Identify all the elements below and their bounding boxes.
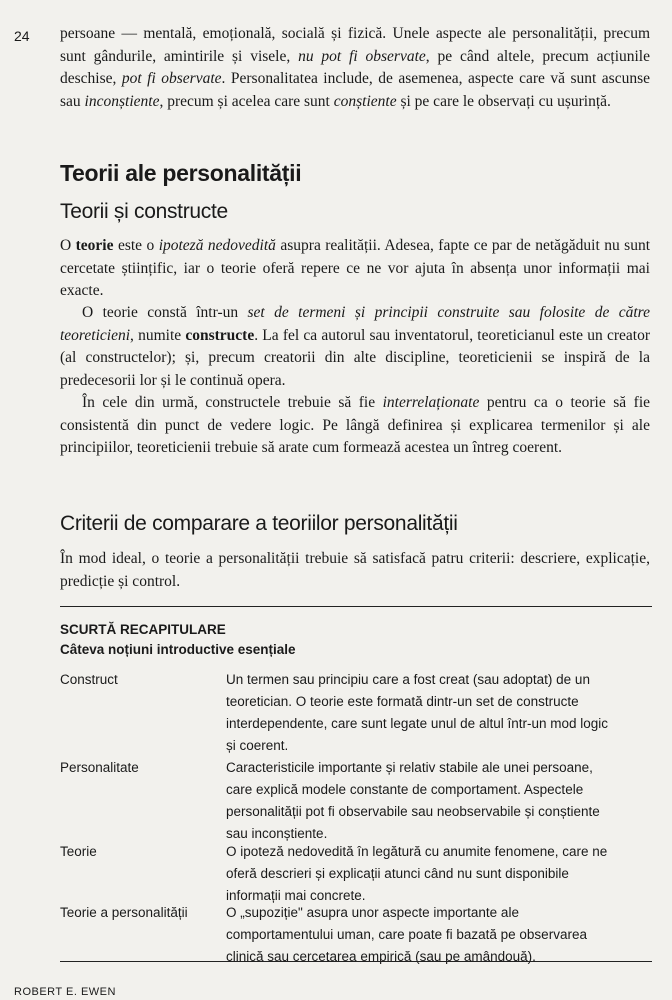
subsection-title-theories: Teorii și constructe [60, 200, 228, 223]
summary-subtitle: Câteva noțiuni introductive esențiale [60, 642, 296, 657]
summary-definition: O ipoteză nedovedită în legătură cu anumite fenomene, care ne oferă descrieri și explicații atunci când nu sunt disponibile informații mai concrete. [226, 844, 608, 903]
summary-definition: O „supoziție" asupra unor aspecte importante ale comportamentului uman, care poate fi bazată pe observarea clinică sau cercetarea empirică (sau pe amândouă). [226, 905, 587, 964]
summary-term: Teorie a personalității [60, 905, 188, 920]
summary-definition: Un termen sau principiu care a fost creat (sau adoptat) de un teoretician. O teorie este formată dintr-un set de constructe interdependente, care sunt legate unul de altul într-un mod logic și coerent. [226, 672, 609, 753]
subsection-title-criteria: Criterii de comparare a teoriilor personalității [60, 512, 458, 535]
summary-definition: Caracteristicile importante și relativ stabile ale unei persoane, care explică modele constante de comportament. Aspectele personalității pot fi observabile sau neobservabile și conștiente sau inconștiente. [226, 760, 600, 841]
footer-author: ROBERT E. EWEN [14, 986, 116, 998]
summary-top-rule [60, 606, 652, 607]
section-title: Teorii ale personalității [60, 160, 302, 186]
page-number: 24 [14, 28, 30, 44]
summary-term: Construct [60, 672, 118, 687]
criteria-paragraph: În mod ideal, o teorie a personalității trebuie să satisfacă patru criterii: descriere, explicație, predicție și control. [60, 550, 650, 590]
interrelation-paragraph: În cele din urmă, constructele trebuie să fie interrelaționate pentru ca o teorie să fie consistentă din punct de vedere logic. Pe lângă definirea și explicarea termenilor și ale principiilor, teoreticienii trebuie să arate cum formează acestea un întreg coerent. [60, 394, 651, 456]
summary-title: SCURTĂ RECAPITULARE [60, 622, 226, 637]
theory-definition-paragraph: O teorie este o ipoteză nedovedită asupra realității. Adesea, fapte ce par de netăgăduit nu sunt cercetate științific, iar o teorie oferă repere ce ne vor ajuta în absența unor informații mai exacte. [60, 237, 651, 299]
summary-term: Teorie [60, 844, 97, 859]
summary-term: Personalitate [60, 760, 139, 775]
intro-paragraph: persoane — mentală, emoțională, socială și fizică. Unele aspecte ale personalității, precum sunt gândurile, amintirile și visele, nu pot fi observate, pe când altele, precum acțiunile deschise, pot fi observate. Personalitatea include, de asemenea, aspecte care vă sunt ascunse sau inconștiente, precum și acelea care sunt conștiente și pe care le observați cu ușurință. [60, 25, 650, 110]
constructs-paragraph: O teorie constă într-un set de termeni și principii construite sau folosite de către teoreticieni, numite constructe. La fel ca autorul sau inventatorul, teoreticianul este un creator (al constructelor); și, precum creatorii din alte discipline, teoreticienii se inspiră de la predecesorii lor și le continuă opera. [60, 304, 650, 389]
summary-bottom-rule [60, 961, 652, 962]
